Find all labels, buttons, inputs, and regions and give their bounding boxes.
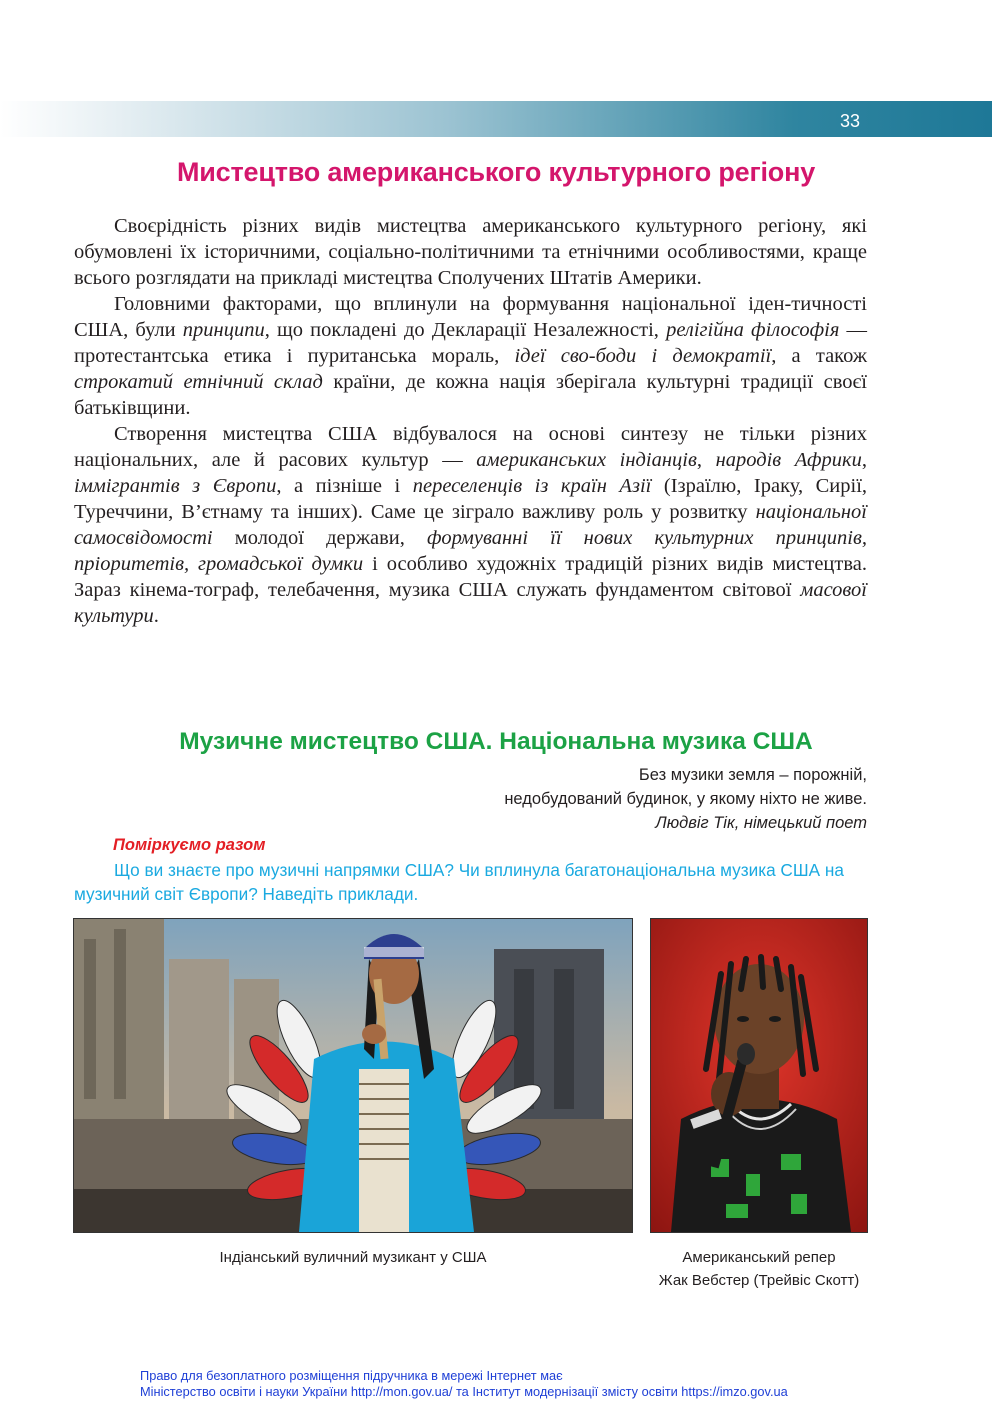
footer-line-1: Право для безоплатного розміщення підручника в мережі Інтернет має	[140, 1368, 563, 1383]
think-together-question: Що ви знаєте про музичні напрямки США? Чи вплинула багатонаціональна музика США на музичний світ Європи? Наведіть приклади.	[74, 860, 844, 904]
footer-line-2: Міністерство освіти і науки України http://mon.gov.ua/ та Інститут модернізації змісту освіти https://imzo.gov.ua	[140, 1384, 788, 1399]
paragraph-2: Головними факторами, що вплинули на формування національної іден-тичності США, були принципи, що покладені до Декларації Незалежності, релігійна філософія — протестантська етика і пуританська мораль, ідеї сво-боди і демократії, а також строкатий етнічний склад країни, де кожна нація зберігала культурні традиції своєї батьківщини.	[74, 293, 868, 419]
epigraph-author: Людвіг Тік, німецький поет	[655, 814, 867, 832]
photo-native-musician	[73, 918, 633, 1233]
paragraph-3: Створення мистецтва США відбувалося на основі синтезу не тільки різних національних, але й расових культур — американських індіанців, народів Африки, іммігрантів з Європи, а пізніше і переселенців із країн Азії (Ізраїлю, Іраку, Сирії, Туреччини, В’єтнаму та інших). Саме це зіграло важливу роль у розвитку національної самосвідомості молодої держави, формуванні її нових культурних принципів, пріоритетів, громадської думки і особливо художніх традицій різних видів мистецтва. Зараз кінема-тограф, телебачення, музика США служать фундаментом світової масової культури.	[74, 423, 868, 627]
page-title: Мистецтво американського культурного регіону	[176, 157, 816, 187]
epigraph	[300, 763, 867, 835]
epigraph-line-2: недобудований будинок, у якому ніхто не живе.	[504, 790, 867, 808]
caption-native-musician: Індіанський вуличний музикант у США	[219, 1249, 487, 1266]
body-text	[74, 213, 867, 629]
photo-rapper	[650, 918, 868, 1233]
paragraph-1: Своєрідність різних видів мистецтва американського культурного регіону, які обумовлені їх історичними, соціально-політичними та етнічними особливостями, краще всього розглядати на прикладі мистецтва Сполучених Штатів Америки.	[74, 215, 867, 289]
caption-rapper	[630, 1246, 888, 1292]
think-together-title: Поміркуємо разом	[113, 836, 266, 854]
caption-rapper-line-1: Американський репер	[682, 1249, 836, 1266]
page-number: 33	[840, 111, 861, 131]
footer-notice	[140, 1368, 940, 1400]
caption-rapper-line-2: Жак Вебстер (Трейвіс Скотт)	[658, 1272, 860, 1289]
section-title: Музичне мистецтво США. Національна музика США	[179, 728, 813, 755]
epigraph-line-1: Без музики земля – порожній,	[638, 766, 867, 784]
